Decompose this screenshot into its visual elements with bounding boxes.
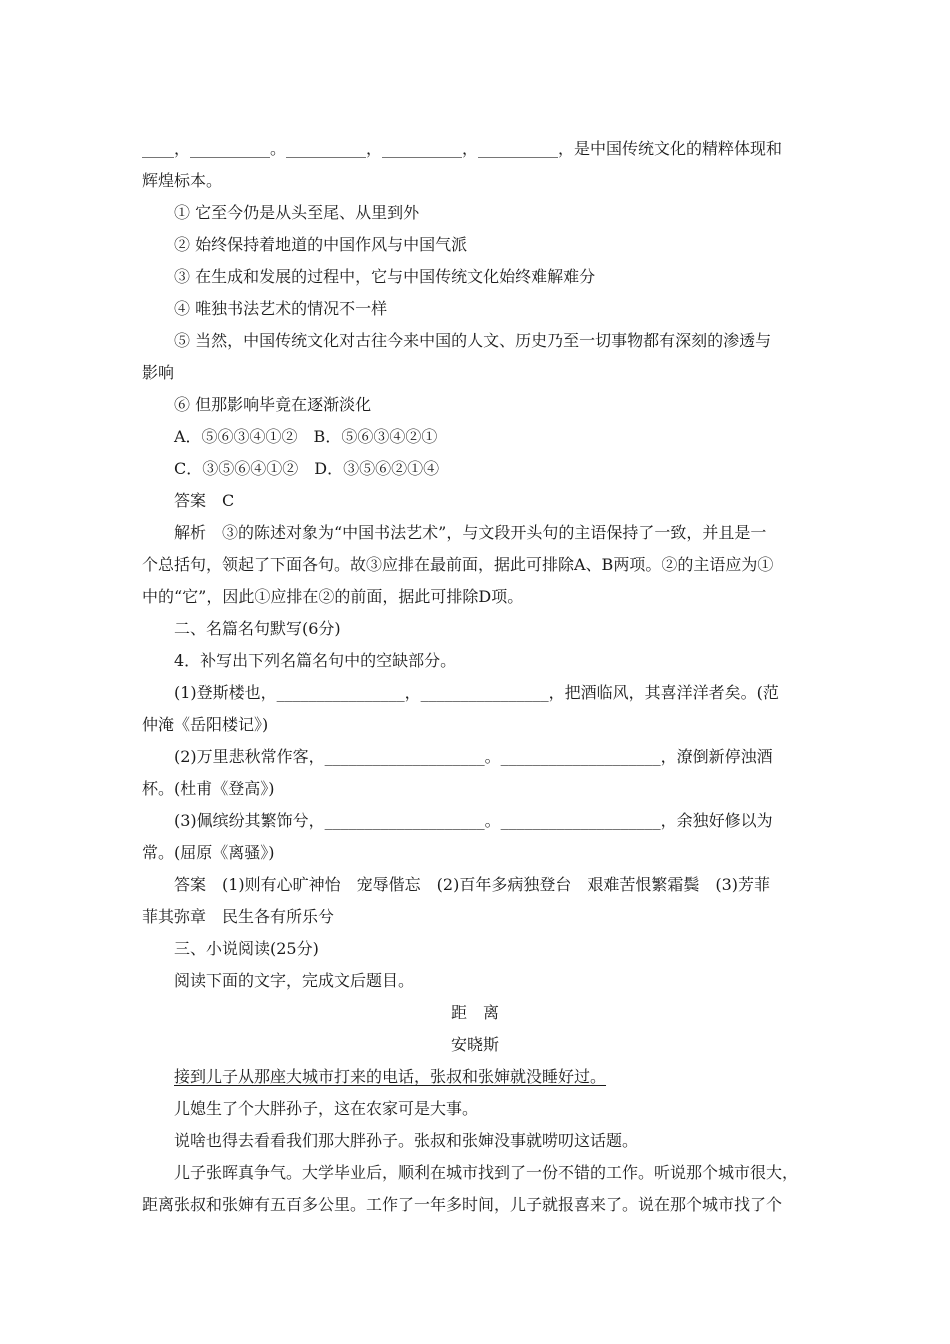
option-item: ⑤ 当然，中国传统文化对古往今来中国的人文、历史乃至一切事物都有深刻的渗透与: [174, 331, 772, 350]
section-heading: 三、小说阅读(25分): [174, 939, 319, 958]
option-item: ① 它至今仍是从头至尾、从里到外: [174, 203, 420, 222]
question-text-line: 辉煌标本。: [142, 171, 223, 190]
section-heading: 二、名篇名句默写(6分): [174, 619, 341, 638]
fill-in-item: (1)登斯楼也，________________，________________，把酒临风，其喜洋洋者矣。(范: [174, 683, 779, 702]
option-item: ⑥ 但那影响毕竟在逐渐淡化: [174, 395, 372, 414]
story-paragraph-underlined: 接到儿子从那座大城市打来的电话，张叔和张婶就没睡好过。: [174, 1067, 607, 1086]
fill-in-item-continued: 仲淹《岳阳楼记》): [142, 715, 269, 734]
story-title: 距 离: [450, 1003, 499, 1022]
story-author: 安晓斯: [450, 1035, 499, 1054]
fill-in-item: (3)佩缤纷其繁饰兮，____________________。____________________，余独好修以为: [174, 811, 773, 830]
fill-in-item-continued: 杯。(杜甫《登高》): [142, 779, 275, 798]
analysis-line: 个总括句，领起了下面各句。故③应排在最前面，据此可排除A、B两项。②的主语应为①: [142, 555, 774, 574]
analysis-line: 解析 ③的陈述对象为“中国书法艺术”，与文段开头句的主语保持了一致，并且是一: [174, 523, 767, 542]
answer-choices: C．③⑤⑥④①② D．③⑤⑥②①④: [174, 459, 440, 478]
story-paragraph: 说啥也得去看看我们那大胖孙子。张叔和张婶没事就唠叨这话题。: [174, 1131, 639, 1150]
instruction-line: 阅读下面的文字，完成文后题目。: [174, 971, 415, 990]
option-item: ③ 在生成和发展的过程中，它与中国传统文化始终难解难分: [174, 267, 596, 286]
option-item: ② 始终保持着地道的中国作风与中国气派: [174, 235, 468, 254]
option-item-continued: 影响: [142, 363, 175, 382]
fill-in-item-continued: 常。(屈原《离骚》): [142, 843, 275, 862]
analysis-line: 中的“它”，因此①应排在②的前面，据此可排除D项。: [142, 587, 524, 606]
fill-in-item: (2)万里悲秋常作客，____________________。____________________，潦倒新停浊酒: [174, 747, 773, 766]
story-paragraph-continued: 距离张叔和张婶有五百多公里。工作了一年多时间，儿子就报喜来了。说在那个城市找了个: [142, 1195, 783, 1214]
answer-line-continued: 菲其弥章 民生各有所乐兮: [142, 907, 335, 926]
story-paragraph: 儿媳生了个大胖孙子，这在农家可是大事。: [174, 1099, 479, 1118]
answer-line: 答案 C: [174, 491, 235, 510]
answer-choices: A．⑤⑥③④①② B．⑤⑥③④②①: [174, 427, 438, 446]
answer-line: 答案 (1)则有心旷神怡 宠辱偕忘 (2)百年多病独登台 艰难苦恨繁霜鬓 (3)芳菲: [174, 875, 770, 894]
question-text-line: ____，__________。__________，__________，__________，是中国传统文化的精粹体现和: [142, 139, 783, 158]
story-paragraph: 儿子张晖真争气。大学毕业后，顺利在城市找到了一份不错的工作。听说那个城市很大，: [174, 1163, 799, 1182]
option-item: ④ 唯独书法艺术的情况不一样: [174, 299, 388, 318]
question-stem: 4．补写出下列名篇名句中的空缺部分。: [174, 651, 457, 670]
